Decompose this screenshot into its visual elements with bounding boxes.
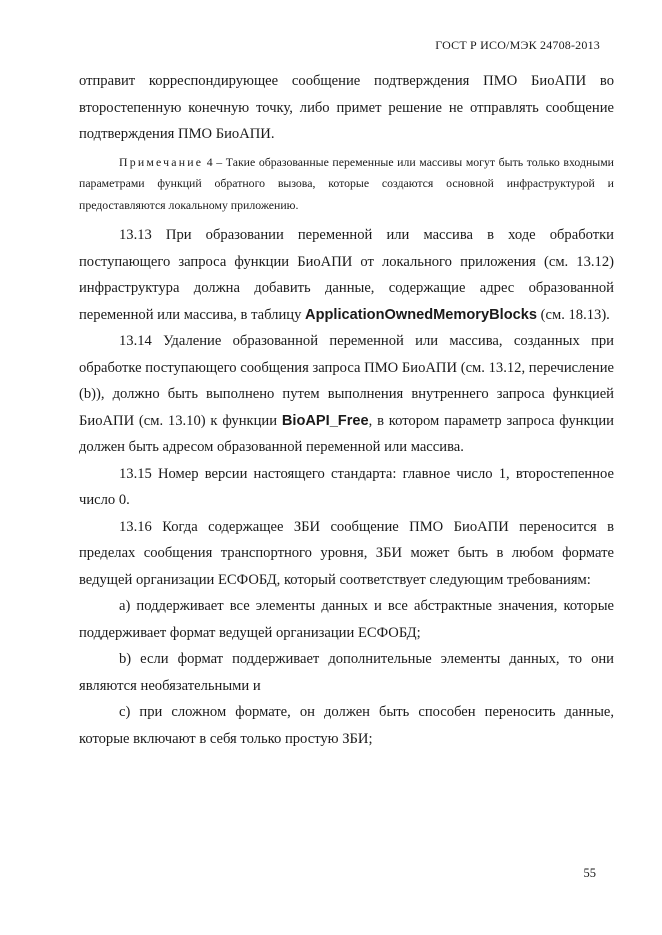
paragraph-13-14 xyxy=(79,328,614,461)
paragraph-13-15: 13.15 Номер версии настоящего стандарта: главное число 1, второстепенное число 0. xyxy=(79,465,614,508)
identifier-application-owned-memory-blocks: ApplicationOwnedMemoryBlocks xyxy=(305,306,537,323)
paragraph-13-13-text-b: (см. 18.13). xyxy=(536,306,610,323)
page-body xyxy=(79,68,614,752)
list-item-b: b) если формат поддерживает дополнительные элементы данных, то они являются необязательными и xyxy=(79,651,614,694)
list-item-a: a) поддерживает все элементы данных и все абстрактные значения, которые поддерживает формат ведущей организации ЕСФОБД; xyxy=(79,598,614,641)
note-paragraph xyxy=(79,152,614,217)
page-number: 55 xyxy=(583,866,596,880)
paragraph-13-13 xyxy=(79,222,614,328)
paragraph-13-16: 13.16 Когда содержащее ЗБИ сообщение ПМО БиоАПИ переносится в пределах сообщения транспортного уровня, ЗБИ может быть в любом формате ведущей организации ЕСФОБД, который соответствует следующим требованиям: xyxy=(79,518,614,588)
paragraph-13-13-text-a: 13.13 При образовании переменной или массива в ходе обработки поступающего запроса функции БиоАПИ от локального приложения (см. 13.12) инфраструктура должна добавить данные, содержащие адрес образованной переменной или массива, в таблицу xyxy=(79,227,614,323)
note-text: – Такие образованные переменные или массивы могут быть только входными параметрами функций обратного вызова, которые создаются основной инфраструктурой и предоставляются локальному приложению. xyxy=(79,154,614,212)
paragraph-13-14-text-b: , в котором параметр запроса функции должен быть адресом образованной переменной или массива. xyxy=(79,412,614,455)
note-number: 4 xyxy=(203,154,213,169)
identifier-bioapi-free: BioAPI_Free xyxy=(281,412,369,429)
paragraph-13-14-text-a: 13.14 Удаление образованной переменной или массива, созданных при обработке поступающего сообщения запроса ПМО БиоАПИ (см. 13.12, перечисление (b)), должно быть выполнено путем выполнения внутреннего запроса функцией БиоАПИ (см. 13.10) к функции xyxy=(79,333,614,429)
paragraph-continuation: отправит корреспондирующее сообщение подтверждения ПМО БиоАПИ во второстепенную конечную точку, либо примет решение не отправлять сообщение подтверждения ПМО БиоАПИ. xyxy=(79,73,614,142)
note-label: Примечание xyxy=(119,154,204,169)
document-header: ГОСТ Р ИСО/МЭК 24708-2013 xyxy=(435,38,600,52)
list-item-c: c) при сложном формате, он должен быть способен переносить данные, которые включают в себя только простую ЗБИ; xyxy=(79,704,614,747)
